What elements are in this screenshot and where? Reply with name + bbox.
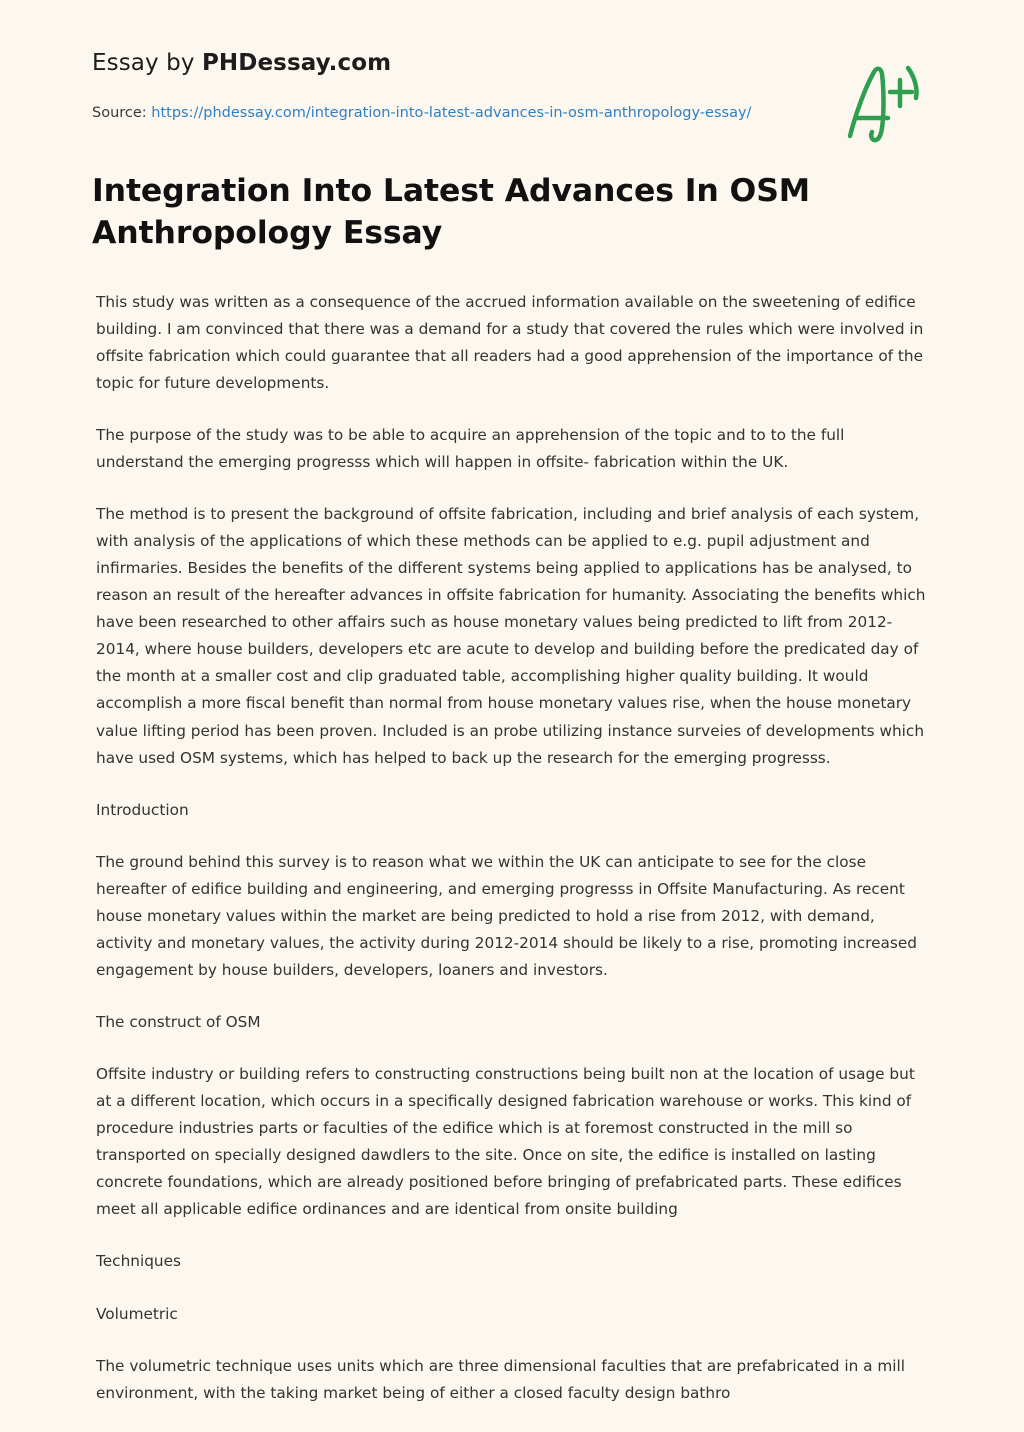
brand-header	[92, 50, 932, 76]
section-heading-introduction: Introduction	[96, 800, 189, 819]
brand-site-label: PHDessay.com	[201, 50, 392, 76]
section-heading-concept-of-osm: The construct of OSM	[96, 1013, 261, 1032]
section-heading-volumetric: Volumetric	[96, 1304, 178, 1323]
paragraph: The volumetric technique uses units which are three dimensional faculties that are prefabricated in a mill environment, with the taking market being of either a closed faculty design bathro	[96, 1356, 906, 1402]
paragraph: The ground behind this survey is to reason what we within the UK can anticipate to see for the close hereafter of edifice building and engineering, and emerging progresss in Offsite Manufacturing. As recent house monetary values within the market are being predicted to hold a rise from 2012, with demand, activity and monetary values, the activity during 2012-2014 should be likely to a rise, promoting increased engagement by house builders, developers, loaners and investors.	[96, 852, 917, 979]
brand-by-label: by	[158, 50, 202, 76]
brand-essay-label: Essay	[92, 50, 159, 76]
source-line	[92, 102, 752, 125]
phdessay-logo-icon	[836, 62, 932, 144]
document-body	[92, 289, 932, 1407]
source-url-link[interactable]: https://phdessay.com/integration-into-latest-advances-in-osm-anthropology-essay/	[151, 105, 752, 121]
section-heading-techniques: Techniques	[96, 1252, 181, 1271]
paragraph: This study was written as a consequence of the accrued information available on the sweetening of edifice building. I am convinced that there was a demand for a study that covered the rules which were involved in offsite fabrication which could guarantee that all readers had a good apprehension of the importance of the topic for future developments.	[96, 292, 924, 392]
paragraph: The method is to present the background of offsite fabrication, including and brief analysis of each system, with analysis of the applications of which these methods can be applied to e.g. pupil adjustment and infirmaries. Besides the benefits of the different systems being applied to applications has be analysed, to reason an result of the hereafter advances in offsite fabrication for humanity. Associating the benefits which have been researched to other affairs such as house monetary values being predicted to lift from 2012-2014, where house builders, developers etc are acute to develop and building before the predicated day of the month at a smaller cost and clip graduated table, accomplishing higher quality building. It would accomplish a more fiscal benefit than normal from house monetary values rise, when the house monetary value lifting period has been proven. Included is an probe utilizing instance surveies of developments which have used OSM systems, which has helped to back up the research for the emerging progresss.	[96, 505, 926, 767]
paragraph: The purpose of the study was to be able to acquire an apprehension of the topic and to to the full understand the emerging progresss which will happen in offsite- fabrication within the UK.	[96, 425, 845, 471]
page-title: Integration Into Latest Advances In OSM Anthropology Essay	[92, 173, 811, 252]
source-label: Source:	[92, 105, 152, 121]
paragraph: Offsite industry or building refers to constructing constructions being built non at the location of usage but at a different location, which occurs in a specifically designed fabrication warehouse or works. This kind of procedure industries parts or faculties of the edifice which is at foremost constructed in the mill so transported on specially designed dawdlers to the site. Once on site, the edifice is installed on lasting concrete foundations, which are already positioned before bringing of prefabricated parts. These edifices meet all applicable edifice ordinances and are identical from onsite building	[96, 1065, 915, 1219]
